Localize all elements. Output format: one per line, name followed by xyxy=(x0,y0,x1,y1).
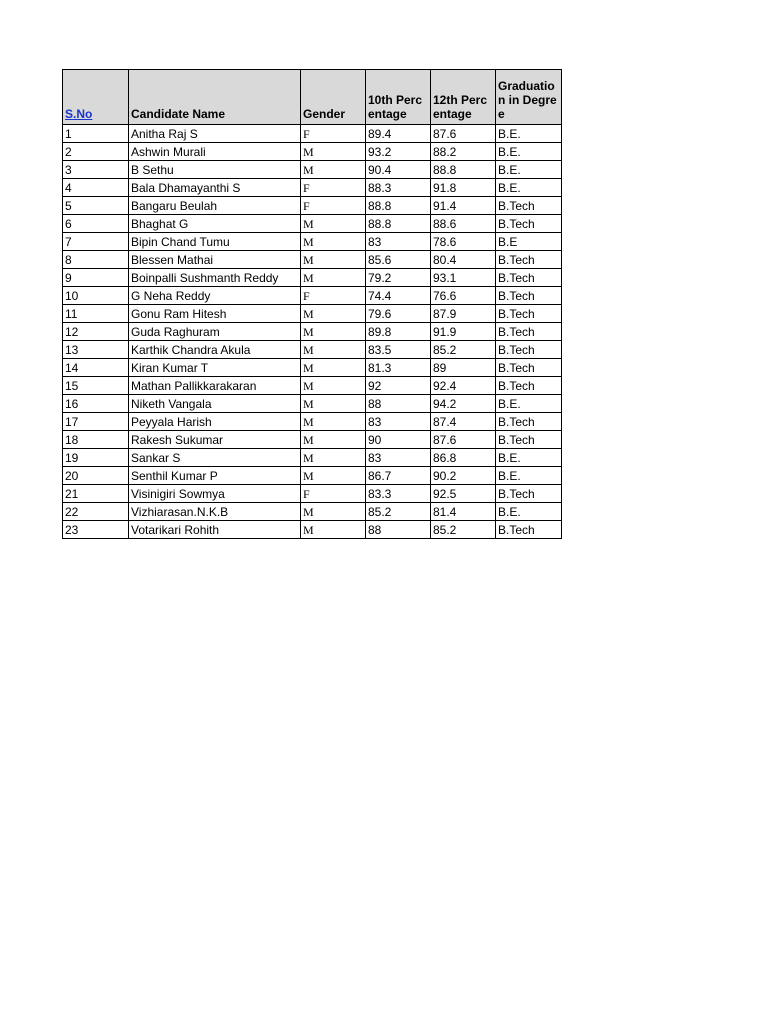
cell-10th-percentage: 90.4 xyxy=(366,161,431,179)
cell-gender: M xyxy=(301,143,366,161)
cell-degree: B.Tech xyxy=(496,431,562,449)
header-sno[interactable] xyxy=(63,70,129,125)
cell-degree: B.Tech xyxy=(496,521,562,539)
cell-10th-percentage: 89.4 xyxy=(366,125,431,143)
cell-10th-percentage: 83.3 xyxy=(366,485,431,503)
cell-12th-percentage: 87.9 xyxy=(431,305,496,323)
cell-12th-percentage: 92.5 xyxy=(431,485,496,503)
cell-candidate-name: Anitha Raj S xyxy=(129,125,301,143)
header-candidate-name: Candidate Name xyxy=(129,70,301,125)
cell-sno: 7 xyxy=(63,233,129,251)
table-row xyxy=(63,377,562,395)
cell-degree: B.Tech xyxy=(496,377,562,395)
cell-gender: M xyxy=(301,377,366,395)
cell-gender: M xyxy=(301,305,366,323)
cell-gender: M xyxy=(301,251,366,269)
table-row xyxy=(63,161,562,179)
table-row xyxy=(63,125,562,143)
cell-degree: B.Tech xyxy=(496,197,562,215)
candidate-table xyxy=(62,69,562,539)
cell-candidate-name: Peyyala Harish xyxy=(129,413,301,431)
table-row xyxy=(63,287,562,305)
cell-10th-percentage: 88 xyxy=(366,395,431,413)
sno-link[interactable]: S.No xyxy=(65,107,93,121)
cell-degree: B.E. xyxy=(496,125,562,143)
cell-degree: B.Tech xyxy=(496,413,562,431)
cell-gender: F xyxy=(301,287,366,305)
table-row xyxy=(63,323,562,341)
cell-10th-percentage: 88.8 xyxy=(366,215,431,233)
header-10th-percentage xyxy=(366,70,431,125)
cell-candidate-name: Blessen Mathai xyxy=(129,251,301,269)
cell-gender: M xyxy=(301,233,366,251)
cell-degree: B.Tech xyxy=(496,305,562,323)
cell-10th-percentage: 79.6 xyxy=(366,305,431,323)
cell-candidate-name: Bhaghat G xyxy=(129,215,301,233)
header-row xyxy=(63,70,562,125)
table-row xyxy=(63,521,562,539)
cell-10th-percentage: 89.8 xyxy=(366,323,431,341)
table-row xyxy=(63,431,562,449)
cell-candidate-name: Gonu Ram Hitesh xyxy=(129,305,301,323)
cell-sno: 16 xyxy=(63,395,129,413)
cell-10th-percentage: 88.8 xyxy=(366,197,431,215)
cell-candidate-name: Boinpalli Sushmanth Reddy xyxy=(129,269,301,287)
table-row xyxy=(63,503,562,521)
cell-10th-percentage: 88 xyxy=(366,521,431,539)
cell-10th-percentage: 83.5 xyxy=(366,341,431,359)
table-row xyxy=(63,143,562,161)
cell-candidate-name: B Sethu xyxy=(129,161,301,179)
cell-sno: 23 xyxy=(63,521,129,539)
cell-gender: M xyxy=(301,341,366,359)
cell-sno: 6 xyxy=(63,215,129,233)
cell-degree: B.E. xyxy=(496,143,562,161)
cell-candidate-name: Vizhiarasan.N.K.B xyxy=(129,503,301,521)
cell-10th-percentage: 79.2 xyxy=(366,269,431,287)
cell-degree: B.E. xyxy=(496,179,562,197)
cell-10th-percentage: 90 xyxy=(366,431,431,449)
cell-12th-percentage: 93.1 xyxy=(431,269,496,287)
cell-gender: M xyxy=(301,449,366,467)
cell-sno: 21 xyxy=(63,485,129,503)
header-10th-percentage-label: 10th Percentage xyxy=(368,93,423,121)
cell-12th-percentage: 86.8 xyxy=(431,449,496,467)
cell-degree: B.E xyxy=(496,233,562,251)
cell-12th-percentage: 92.4 xyxy=(431,377,496,395)
cell-sno: 15 xyxy=(63,377,129,395)
cell-degree: B.Tech xyxy=(496,359,562,377)
table-row xyxy=(63,395,562,413)
cell-degree: B.E. xyxy=(496,503,562,521)
cell-candidate-name: Mathan Pallikkarakaran xyxy=(129,377,301,395)
cell-gender: M xyxy=(301,323,366,341)
cell-candidate-name: Kiran Kumar T xyxy=(129,359,301,377)
cell-candidate-name: Karthik Chandra Akula xyxy=(129,341,301,359)
table-row xyxy=(63,467,562,485)
cell-degree: B.Tech xyxy=(496,251,562,269)
cell-degree: B.Tech xyxy=(496,341,562,359)
cell-candidate-name: Bangaru Beulah xyxy=(129,197,301,215)
cell-gender: M xyxy=(301,467,366,485)
cell-sno: 12 xyxy=(63,323,129,341)
cell-10th-percentage: 81.3 xyxy=(366,359,431,377)
cell-degree: B.E. xyxy=(496,467,562,485)
cell-degree: B.E. xyxy=(496,395,562,413)
table-row xyxy=(63,305,562,323)
cell-sno: 9 xyxy=(63,269,129,287)
cell-12th-percentage: 91.4 xyxy=(431,197,496,215)
table-body xyxy=(63,125,562,539)
header-12th-percentage xyxy=(431,70,496,125)
cell-sno: 20 xyxy=(63,467,129,485)
cell-candidate-name: G Neha Reddy xyxy=(129,287,301,305)
cell-sno: 8 xyxy=(63,251,129,269)
cell-gender: F xyxy=(301,485,366,503)
cell-12th-percentage: 78.6 xyxy=(431,233,496,251)
cell-candidate-name: Votarikari Rohith xyxy=(129,521,301,539)
cell-12th-percentage: 76.6 xyxy=(431,287,496,305)
cell-sno: 19 xyxy=(63,449,129,467)
cell-candidate-name: Niketh Vangala xyxy=(129,395,301,413)
cell-gender: M xyxy=(301,521,366,539)
cell-sno: 11 xyxy=(63,305,129,323)
cell-sno: 2 xyxy=(63,143,129,161)
cell-degree: B.Tech xyxy=(496,269,562,287)
cell-12th-percentage: 91.9 xyxy=(431,323,496,341)
cell-12th-percentage: 90.2 xyxy=(431,467,496,485)
cell-gender: M xyxy=(301,269,366,287)
cell-candidate-name: Visinigiri Sowmya xyxy=(129,485,301,503)
cell-12th-percentage: 94.2 xyxy=(431,395,496,413)
cell-sno: 14 xyxy=(63,359,129,377)
table-row xyxy=(63,215,562,233)
cell-10th-percentage: 86.7 xyxy=(366,467,431,485)
cell-sno: 17 xyxy=(63,413,129,431)
cell-degree: B.E. xyxy=(496,449,562,467)
cell-candidate-name: Rakesh Sukumar xyxy=(129,431,301,449)
table-row xyxy=(63,413,562,431)
cell-12th-percentage: 89 xyxy=(431,359,496,377)
cell-gender: M xyxy=(301,161,366,179)
cell-gender: M xyxy=(301,215,366,233)
table-header xyxy=(63,70,562,125)
cell-sno: 4 xyxy=(63,179,129,197)
cell-gender: F xyxy=(301,125,366,143)
header-12th-percentage-label: 12th Percentage xyxy=(433,93,488,121)
cell-candidate-name: Senthil Kumar P xyxy=(129,467,301,485)
table-row xyxy=(63,233,562,251)
table-row xyxy=(63,269,562,287)
cell-12th-percentage: 88.6 xyxy=(431,215,496,233)
cell-12th-percentage: 87.6 xyxy=(431,431,496,449)
cell-gender: M xyxy=(301,413,366,431)
table-row xyxy=(63,341,562,359)
cell-candidate-name: Bipin Chand Tumu xyxy=(129,233,301,251)
cell-10th-percentage: 74.4 xyxy=(366,287,431,305)
cell-degree: B.Tech xyxy=(496,287,562,305)
cell-12th-percentage: 80.4 xyxy=(431,251,496,269)
cell-12th-percentage: 91.8 xyxy=(431,179,496,197)
header-graduation xyxy=(496,70,562,125)
table-row xyxy=(63,179,562,197)
cell-sno: 10 xyxy=(63,287,129,305)
table-row xyxy=(63,251,562,269)
cell-degree: B.Tech xyxy=(496,215,562,233)
cell-sno: 18 xyxy=(63,431,129,449)
cell-candidate-name: Ashwin Murali xyxy=(129,143,301,161)
cell-12th-percentage: 88.8 xyxy=(431,161,496,179)
cell-sno: 3 xyxy=(63,161,129,179)
cell-degree: B.E. xyxy=(496,161,562,179)
cell-gender: F xyxy=(301,179,366,197)
cell-sno: 5 xyxy=(63,197,129,215)
cell-degree: B.Tech xyxy=(496,323,562,341)
cell-gender: M xyxy=(301,503,366,521)
cell-10th-percentage: 88.3 xyxy=(366,179,431,197)
cell-10th-percentage: 83 xyxy=(366,449,431,467)
cell-12th-percentage: 85.2 xyxy=(431,521,496,539)
cell-candidate-name: Guda Raghuram xyxy=(129,323,301,341)
cell-12th-percentage: 87.6 xyxy=(431,125,496,143)
cell-10th-percentage: 92 xyxy=(366,377,431,395)
header-graduation-label: Graduation in Degree xyxy=(498,79,557,121)
table-row xyxy=(63,449,562,467)
cell-gender: M xyxy=(301,431,366,449)
cell-10th-percentage: 93.2 xyxy=(366,143,431,161)
cell-gender: F xyxy=(301,197,366,215)
header-gender: Gender xyxy=(301,70,366,125)
cell-candidate-name: Bala Dhamayanthi S xyxy=(129,179,301,197)
cell-sno: 13 xyxy=(63,341,129,359)
cell-12th-percentage: 87.4 xyxy=(431,413,496,431)
table-row xyxy=(63,485,562,503)
cell-sno: 22 xyxy=(63,503,129,521)
cell-sno: 1 xyxy=(63,125,129,143)
table-row xyxy=(63,359,562,377)
cell-10th-percentage: 85.6 xyxy=(366,251,431,269)
cell-12th-percentage: 88.2 xyxy=(431,143,496,161)
table-row xyxy=(63,197,562,215)
cell-10th-percentage: 83 xyxy=(366,413,431,431)
cell-10th-percentage: 83 xyxy=(366,233,431,251)
cell-degree: B.Tech xyxy=(496,485,562,503)
cell-gender: M xyxy=(301,359,366,377)
cell-candidate-name: Sankar S xyxy=(129,449,301,467)
cell-10th-percentage: 85.2 xyxy=(366,503,431,521)
cell-gender: M xyxy=(301,395,366,413)
cell-12th-percentage: 81.4 xyxy=(431,503,496,521)
cell-12th-percentage: 85.2 xyxy=(431,341,496,359)
